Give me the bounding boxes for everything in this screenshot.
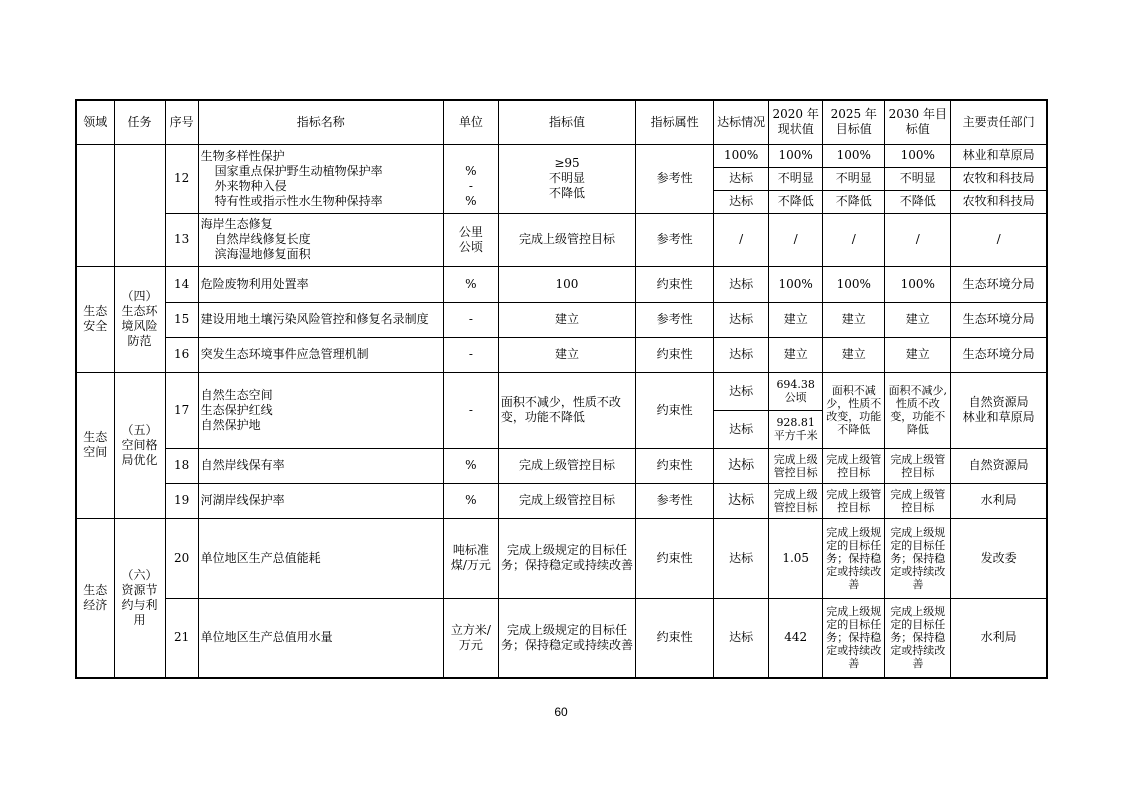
department-cell: / [951,213,1047,266]
value-2025-cell: 不降低 [823,190,885,213]
task-cell: （六）资源节约与利用 [114,518,165,678]
status-cell: 达标 [714,266,769,302]
indicator-name-cell: 自然岸线保有率 [198,448,443,483]
unit-cell: % [443,483,498,518]
value-2030-cell: 不降低 [885,190,951,213]
attribute-cell: 约束性 [636,598,714,678]
status-cell: 达标 [714,410,769,448]
attribute-cell: 参考性 [636,213,714,266]
unit-cell: % [443,448,498,483]
value-2025-cell: 100% [823,144,885,167]
department-cell: 水利局 [951,483,1047,518]
table-row [76,213,1047,266]
value-2025-cell: 完成上级管控目标 [823,483,885,518]
attribute-cell: 约束性 [636,448,714,483]
attribute-cell: 约束性 [636,266,714,302]
indicator-value: ≥95 [554,156,580,170]
value-2020-cell: 不明显 [769,167,823,190]
value-2025-cell: 完成上级规定的目标任务；保持稳定或持续改善 [823,598,885,678]
value-2025-cell: 建立 [823,302,885,337]
value-2025-cell: 100% [823,266,885,302]
status-cell: 达标 [714,302,769,337]
status-cell: 达标 [714,167,769,190]
indicator-value-cell: 面积不减少，性质不改变，功能不降低 [498,372,635,448]
value-2030-cell: 建立 [885,302,951,337]
status-cell: 达标 [714,448,769,483]
indicator-name-cell: 建设用地土壤污染风险管控和修复名录制度 [198,302,443,337]
indicator-name-cell [198,213,443,266]
unit-cell [443,213,498,266]
department-cell: 生态环境分局 [951,266,1047,302]
value-2030-cell: 面积不减少,性质不改变，功能不降低 [885,372,951,448]
indicator-name-cell [198,372,443,448]
value-2020-cell: 1.05 [769,518,823,598]
attribute-cell: 约束性 [636,372,714,448]
indicator-value-cell: 完成上级规定的目标任务；保持稳定或持续改善 [498,598,635,678]
indicator-item: 外来物种入侵 [214,178,287,193]
department-line: 自然资源局 [968,395,1029,409]
table-row [76,372,1047,410]
value-2020-cell: 100% [769,144,823,167]
table-row [76,483,1047,518]
value-2030-cell: 完成上级规定的目标任务；保持稳定或持续改善 [885,598,951,678]
department-cell [951,372,1047,448]
department-line: 林业和草原局 [962,410,1035,424]
indicator-value-cell: 建立 [498,337,635,372]
seq-cell: 20 [165,518,198,598]
indicator-item: 自然保护地 [200,417,261,432]
seq-cell: 12 [165,144,198,213]
unit-cell: 吨标准煤/万元 [443,518,498,598]
value-2020-cell: 不降低 [769,190,823,213]
value-2025-cell: 完成上级规定的目标任务；保持稳定或持续改善 [823,518,885,598]
table-row [76,448,1047,483]
status-cell: 100% [714,144,769,167]
table-header-row [76,100,1047,144]
task-cell: （四）生态环境风险防范 [114,266,165,372]
indicator-item: 自然岸线修复长度 [214,232,311,246]
header-department: 主要责任部门 [951,100,1047,144]
value-2020-cell: 建立 [769,302,823,337]
value-2020-cell: 928.81 平方千米 [769,410,823,448]
status-cell: / [714,213,769,266]
unit-value: 公里 [458,224,483,239]
indicator-value-cell: 建立 [498,302,635,337]
indicator-value: 不降低 [548,186,585,200]
header-unit: 单位 [443,100,498,144]
value-2025-cell: / [823,213,885,266]
attribute-cell: 参考性 [636,302,714,337]
status-cell: 达标 [714,598,769,678]
seq-cell: 16 [165,337,198,372]
domain-cell: 生态空间 [76,372,114,518]
department-cell: 林业和草原局 [951,144,1047,167]
unit-value: 公顷 [458,239,483,254]
attribute-cell: 约束性 [636,337,714,372]
unit-value: - [468,178,473,193]
header-task: 任务 [114,100,165,144]
seq-cell: 14 [165,266,198,302]
value-2025-cell: 不明显 [823,167,885,190]
status-cell: 达标 [714,190,769,213]
value-2020-cell: 442 [769,598,823,678]
value-2025-cell: 面积不减少，性质不改变，功能不降低 [823,372,885,448]
task-cell: （五）空间格局优化 [114,372,165,518]
header-seq: 序号 [165,100,198,144]
indicator-value-cell: 完成上级管控目标 [498,448,635,483]
value-2025-cell: 建立 [823,337,885,372]
unit-value: % [465,193,477,208]
status-cell: 达标 [714,483,769,518]
status-cell: 达标 [714,518,769,598]
seq-cell: 18 [165,448,198,483]
indicator-title: 海岸生态修复 [200,217,273,231]
indicator-name-cell: 河湖岸线保护率 [198,483,443,518]
value-2030-cell: 不明显 [885,167,951,190]
header-2020: 2020 年现状值 [769,100,823,144]
seq-cell: 13 [165,213,198,266]
value-2020-cell: 完成上级管控目标 [769,483,823,518]
unit-cell: 立方米/万元 [443,598,498,678]
table-row [76,266,1047,302]
indicator-value: 不明显 [548,171,585,185]
indicator-table [75,99,1048,679]
domain-cell: 生态安全 [76,266,114,372]
indicator-item: 特有性或指示性水生物种保持率 [214,193,383,208]
value-2020-cell: 694.38 公顷 [769,372,823,410]
indicator-value-cell: 完成上级管控目标 [498,213,635,266]
department-cell: 生态环境分局 [951,337,1047,372]
attribute-cell: 参考性 [636,483,714,518]
indicator-name-cell: 危险废物利用处置率 [198,266,443,302]
value-2020-cell: 100% [769,266,823,302]
value-2030-cell: 完成上级管控目标 [885,483,951,518]
indicator-item: 生态保护红线 [200,402,273,417]
unit-cell: - [443,337,498,372]
attribute-cell: 参考性 [636,144,714,213]
header-indicator-value: 指标值 [498,100,635,144]
table-row [76,598,1047,678]
department-cell: 农牧和科技局 [951,167,1047,190]
indicator-name-cell: 单位地区生产总值能耗 [198,518,443,598]
attribute-cell: 约束性 [636,518,714,598]
unit-cell: % [443,266,498,302]
page-number: 60 [554,705,568,719]
indicator-value-cell: 100 [498,266,635,302]
value-2020-cell: / [769,213,823,266]
indicator-item: 滨海湿地修复面积 [214,247,311,261]
table-row [76,302,1047,337]
unit-cell: - [443,302,498,337]
value-2030-cell: 100% [885,144,951,167]
domain-cell: 生态经济 [76,518,114,678]
value-2020-cell: 建立 [769,337,823,372]
value-2030-cell: 完成上级管控目标 [885,448,951,483]
seq-cell: 17 [165,372,198,448]
indicator-item: 国家重点保护野生动植物保护率 [214,163,383,178]
header-indicator-name: 指标名称 [198,100,443,144]
department-cell: 发改委 [951,518,1047,598]
table-row [76,518,1047,598]
status-cell: 达标 [714,337,769,372]
seq-cell: 15 [165,302,198,337]
department-cell: 生态环境分局 [951,302,1047,337]
header-2025: 2025 年目标值 [823,100,885,144]
seq-cell: 21 [165,598,198,678]
value-2025-cell: 完成上级管控目标 [823,448,885,483]
indicator-name-cell: 单位地区生产总值用水量 [198,598,443,678]
table-row [76,144,1047,167]
unit-value: % [465,163,477,178]
value-2030-cell: 完成上级规定的目标任务；保持稳定或持续改善 [885,518,951,598]
department-cell: 水利局 [951,598,1047,678]
department-cell: 自然资源局 [951,448,1047,483]
unit-cell: - [443,372,498,448]
header-2030: 2030 年目标值 [885,100,951,144]
header-status: 达标情况 [714,100,769,144]
domain-cell-blank [76,144,114,266]
indicator-name-cell: 突发生态环境事件应急管理机制 [198,337,443,372]
indicator-value-cell: 完成上级管控目标 [498,483,635,518]
header-domain: 领域 [76,100,114,144]
indicator-item: 自然生态空间 [200,387,273,402]
header-attribute: 指标属性 [636,100,714,144]
value-2030-cell: 建立 [885,337,951,372]
value-2030-cell: / [885,213,951,266]
indicator-name-cell [198,144,443,213]
indicator-value-cell [498,144,635,213]
status-cell: 达标 [714,372,769,410]
indicator-title: 生物多样性保护 [200,148,285,163]
department-cell: 农牧和科技局 [951,190,1047,213]
value-2030-cell: 100% [885,266,951,302]
value-2020-cell: 完成上级管控目标 [769,448,823,483]
indicator-value-cell: 完成上级规定的目标任务；保持稳定或持续改善 [498,518,635,598]
task-cell-blank [114,144,165,266]
table-row [76,337,1047,372]
unit-cell [443,144,498,213]
seq-cell: 19 [165,483,198,518]
